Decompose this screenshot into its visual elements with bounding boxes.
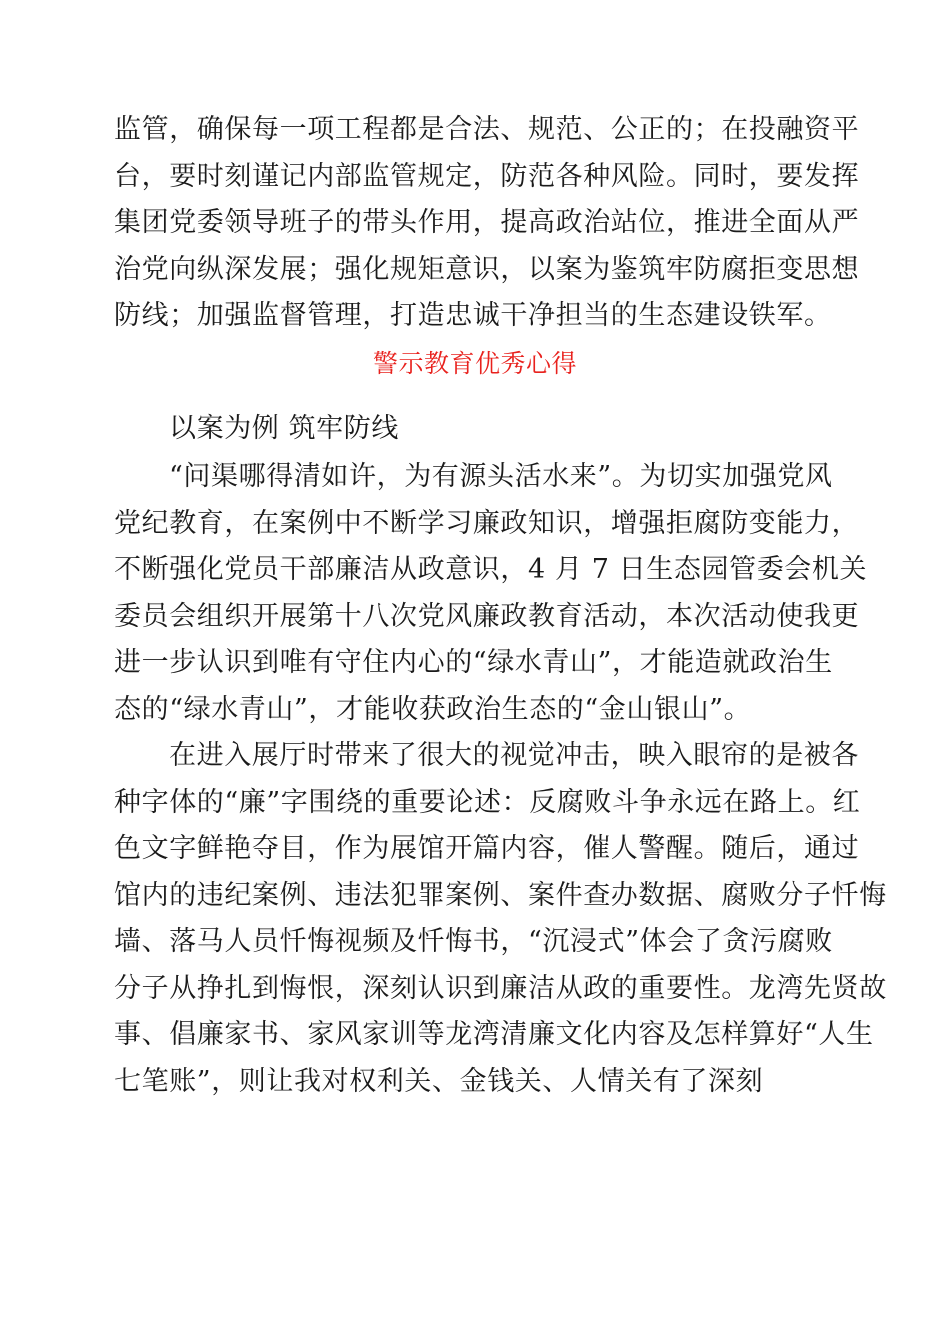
text-line: 治党向纵深发展；强化规矩意识，以案为鉴筑牢防腐拒变思想 (114, 254, 860, 285)
text-line: 委员会组织开展第十八次党风廉政教育活动，本次活动使我更 (114, 601, 860, 632)
text-line: 馆内的违纪案例、违法犯罪案例、案件查办数据、腐败分子忏悔 (114, 880, 887, 911)
text-line: 种字体的“廉”字围绕的重要论述：反腐败斗争永远在路上。红 (114, 787, 861, 818)
text-line: 进一步认识到唯有守住内心的“绿水青山”，才能造就政治生 (114, 647, 833, 678)
text-line: 在进入展厅时带来了很大的视觉冲击，映入眼帘的是被各 (169, 740, 859, 771)
article-title: 警示教育优秀心得 (372, 349, 577, 378)
text-line: 分子从挣扎到悔恨，深刻认识到廉洁从政的重要性。龙湾先贤故 (114, 973, 887, 1004)
text-line: 七笔账”，则让我对权利关、金钱关、人情关有了深刻 (114, 1066, 764, 1097)
text-line: 事、倡廉家书、家风家训等龙湾清廉文化内容及怎样算好“人生 (114, 1019, 874, 1050)
text-line: “问渠哪得清如许，为有源头活水来”。为切实加强党风 (169, 461, 833, 492)
text-line: 不断强化党员干部廉洁从政意识，4 月 7 日生态园管委会机关 (114, 554, 868, 585)
text-line: 台，要时刻谨记内部监管规定，防范各种风险。同时，要发挥 (114, 161, 860, 192)
text-line: 党纪教育，在案例中不断学习廉政知识，增强拒腐防变能力， (114, 508, 860, 539)
text-line: 监管，确保每一项工程都是合法、规范、公正的；在投融资平 (114, 114, 860, 145)
subtitle: 以案为例 筑牢防线 (169, 413, 399, 444)
text-line: 色文字鲜艳夺目，作为展馆开篇内容，催人警醒。随后，通过 (114, 833, 860, 864)
text-line: 墙、落马人员忏悔视频及忏悔书，“沉浸式”体会了贪污腐败 (114, 926, 833, 957)
text-line: 防线；加强监督管理，打造忠诚干净担当的生态建设铁军。 (114, 300, 832, 331)
text-line: 集团党委领导班子的带头作用，提高政治站位，推进全面从严 (114, 207, 860, 238)
text-line: 态的“绿水青山”，才能收获政治生态的“金山银山”。 (114, 694, 752, 725)
